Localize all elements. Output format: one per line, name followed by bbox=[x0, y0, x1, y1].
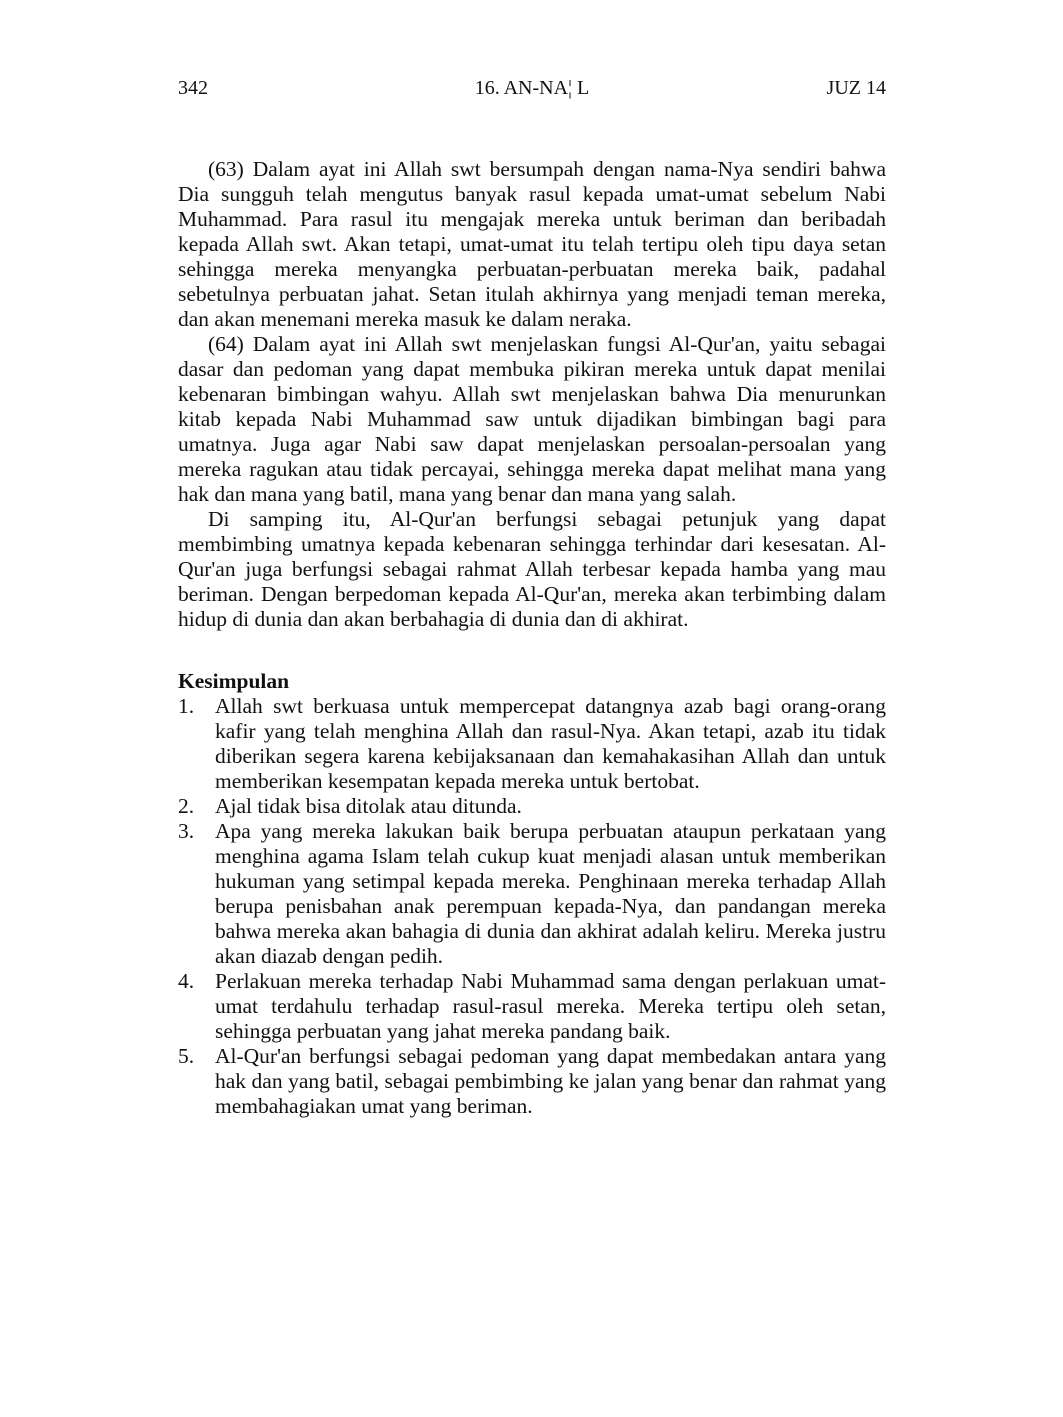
list-item-text: Apa yang mereka lakukan baik berupa perbuatan ataupun perkataan yang menghina agama Islam telah cukup kuat menjadi alasan untuk memberikan hukuman yang setimpal kepada mereka. Penghinaan mereka terhadap Allah berupa penisbahan anak perempuan kepada-Nya, dan pandangan mereka bahwa mereka akan bahagia di dunia dan akhirat adalah keliru. Mereka justru akan diazab dengan pedih. bbox=[215, 819, 886, 968]
juz-label: JUZ 14 bbox=[826, 77, 886, 99]
page-number: 342 bbox=[178, 77, 208, 99]
list-item bbox=[178, 694, 886, 794]
list-item bbox=[178, 1044, 886, 1119]
list-item-text: Perlakuan mereka terhadap Nabi Muhammad sama dengan perlakuan umat-umat terdahulu terhadap rasul-rasul mereka. Mereka tertipu oleh setan, sehingga perbuatan yang jahat mereka pandang baik. bbox=[215, 969, 886, 1043]
chapter-title: 16. AN-NA¦ L bbox=[474, 77, 590, 99]
list-item bbox=[178, 969, 886, 1044]
list-item bbox=[178, 819, 886, 969]
list-item-text: Al-Qur'an berfungsi sebagai pedoman yang dapat membedakan antara yang hak dan yang batil, sebagai pembimbing ke jalan yang benar dan rahmat yang membahagiakan umat yang beriman. bbox=[215, 1044, 886, 1118]
paragraph-64: (64) Dalam ayat ini Allah swt menjelaskan fungsi Al-Qur'an, yaitu sebagai dasar dan pedoman yang dapat membuka pikiran mereka untuk dapat menilai kebenaran bimbingan wahyu. Allah swt menjelaskan bahwa Dia menurunkan kitab kepada Nabi Muhammad saw untuk dijadikan bimbingan bagi para umatnya. Juga agar Nabi saw dapat menjelaskan persoalan-persoalan yang mereka ragukan atau tidak percayai, sehingga mereka dapat melihat mana yang hak dan mana yang batil, mana yang benar dan mana yang salah. bbox=[178, 332, 886, 506]
list-item bbox=[178, 794, 886, 819]
paragraph-63: (63) Dalam ayat ini Allah swt bersumpah dengan nama-Nya sendiri bahwa Dia sungguh telah mengutus banyak rasul kepada umat-umat sebelum Nabi Muhammad. Para rasul itu mengajak mereka untuk beriman dan beribadah kepada Allah swt. Akan tetapi, umat-umat itu telah tertipu oleh tipu daya setan sehingga mereka menyangka perbuatan-perbuatan mereka baik, padahal sebetulnya perbuatan jahat. Setan itulah akhirnya yang menjadi teman mereka, dan akan menemani mereka masuk ke dalam neraka. bbox=[178, 157, 886, 331]
conclusion-list bbox=[178, 694, 886, 1119]
list-item-number: 1. bbox=[178, 694, 195, 718]
main-text bbox=[178, 157, 886, 1119]
list-item-number: 4. bbox=[178, 969, 195, 993]
list-item-number: 2. bbox=[178, 794, 195, 818]
list-item-number: 3. bbox=[178, 819, 195, 843]
list-item-text: Ajal tidak bisa ditolak atau ditunda. bbox=[215, 794, 522, 818]
list-item-number: 5. bbox=[178, 1044, 195, 1068]
list-item-text: Allah swt berkuasa untuk mempercepat datangnya azab bagi orang-orang kafir yang telah menghina Allah dan rasul-Nya. Akan tetapi, azab itu tidak diberikan segera karena kebijaksanaan dan kemahakasihan Allah dan untuk memberikan kesempatan kepada mereka untuk bertobat. bbox=[215, 694, 886, 793]
conclusion-heading: Kesimpulan bbox=[178, 669, 290, 693]
paragraph-64-continued: Di samping itu, Al-Qur'an berfungsi sebagai petunjuk yang dapat membimbing umatnya kepada kebenaran sehingga terhindar dari kesesatan. Al-Qur'an juga berfungsi sebagai rahmat Allah terbesar kepada hamba yang mau beriman. Dengan berpedoman kepada Al-Qur'an, mereka akan terbimbing dalam hidup di dunia dan akan berbahagia di dunia dan di akhirat. bbox=[178, 507, 886, 631]
